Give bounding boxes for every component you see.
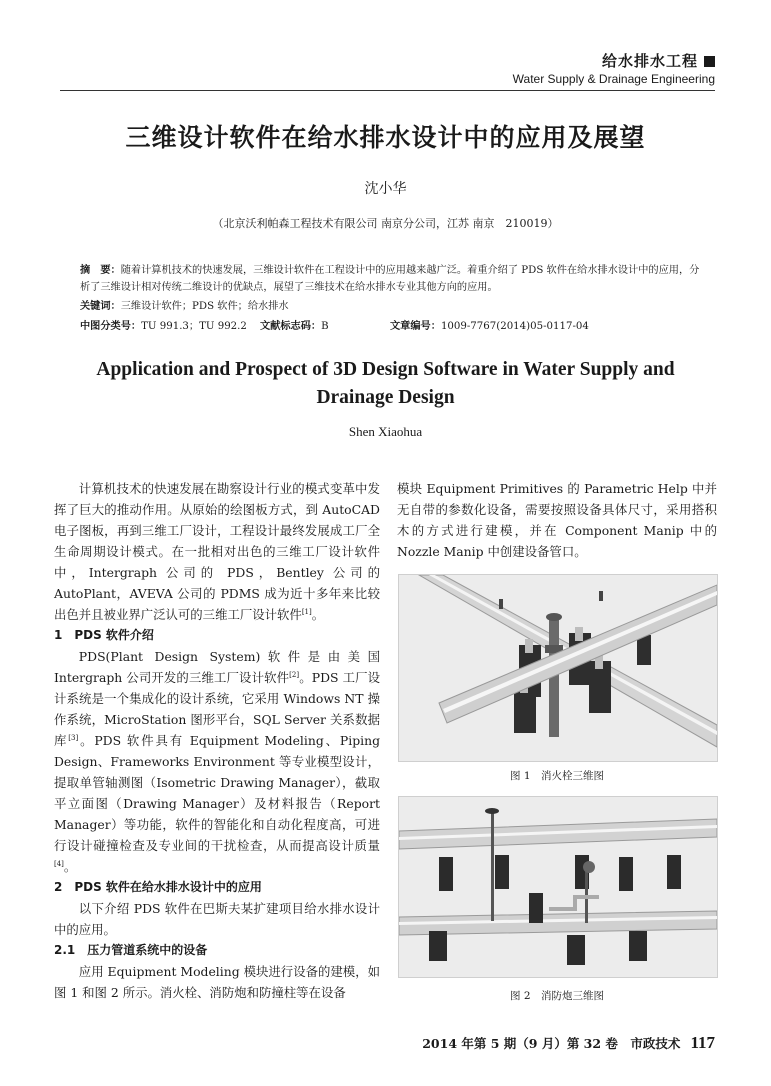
figure-1-image: [399, 575, 717, 761]
section-2-1-heading: 2.1 压力管道系统中的设备: [54, 943, 208, 957]
page-footer: [422, 1033, 715, 1053]
keywords-text: 三维设计软件；PDS 软件；给水排水: [120, 301, 289, 312]
abstract-label: 摘 要：: [80, 265, 121, 276]
figure-2-caption: 图 2 消防炮三维图: [509, 990, 605, 1002]
article-title-cn: 三维设计软件在给水排水设计中的应用及展望: [125, 123, 646, 152]
figure-1-hydrant-3d: [398, 574, 718, 762]
article-title-en: Application and Prospect of 3D Design Software in Water Supply and Drainage Design: [96, 359, 675, 408]
figure-1-caption: 图 1 消火栓三维图: [509, 770, 605, 782]
section-2-1-paragraph: 应用 Equipment Modeling 模块进行设备的建模，如图 1 和图 2 所示。消火栓、消防炮和防撞柱等在设备: [54, 964, 380, 1000]
doc-code-value: B: [321, 321, 329, 332]
section-1-text-a: PDS(Plant Design System)软件是由美国 Intergraph 公司开发的三维工厂设计软件: [54, 649, 380, 685]
section-1-text-b: 。PDS 工厂设计系统是一个集成化的设计系统，它采用 Windows NT 操作系统，MicroStation 图形平台，SQL Server 关系数据库: [54, 670, 381, 748]
citation-1: [1]: [301, 607, 312, 616]
right-column-paragraph: 模块 Equipment Primitives 的 Parametric Help 中并无自带的参数化设备，需要按照设备具体尺寸，采用搭积木的方式进行建模，并在 Component Manip 中的 Nozzle Manip 中创建设备管口。: [397, 481, 717, 559]
section-1-end: 。: [63, 859, 77, 874]
section-1-text-c: 。PDS 软件具有 Equipment Modeling、Piping Design、Frameworks Environment 等专业模型设计，提取单管轴测图（Isometric Drawing Manager），截取平立面图（Drawing Manager）及材料报告（Report Manager）等功能，软件的智能化和自动化程度高，可进行设计碰撞检查及专业间的干扰检查，从而提高设计质量: [54, 733, 381, 853]
citation-2: [2]: [289, 670, 300, 679]
left-column: [54, 478, 380, 1003]
classification-line: [80, 318, 700, 335]
doc-code-label: 文献标志码：: [260, 321, 322, 332]
issue-info: 2014 年第 5 期（9 月）第 32 卷 市政技术: [422, 1036, 681, 1051]
clc-value: TU 991.3；TU 992.2: [141, 321, 247, 332]
journal-name-cn-text: 给水排水工程: [601, 52, 698, 70]
journal-square-mark: [704, 56, 715, 67]
abstract-text: 随着计算机技术的快速发展，三维设计软件在工程设计中的应用越来越广泛。着重介绍了 PDS 软件在给水排水设计中的应用，分析了三维设计相对传统二维设计的优缺点，展望了三维技术在给水排水专业其他方向的应用。: [80, 265, 700, 293]
keywords-label: 关键词：: [80, 301, 121, 312]
section-2-paragraph: 以下介绍 PDS 软件在巴斯夫某扩建项目给水排水设计中的应用。: [54, 901, 380, 937]
right-column: [397, 478, 717, 562]
citation-3: [3]: [68, 733, 79, 742]
article-number-label: 文章编号：: [390, 321, 441, 332]
intro-paragraph: [54, 478, 380, 625]
intro-text: 计算机技术的快速发展在勘察设计行业的模式变革中发挥了巨大的推动作用。从原始的绘图板方式，到 AutoCAD 电子图板，再到三维工厂设计，工程设计最终发展成工厂全生命周期设计模式。在一批相对出色的三维工厂设计软件中，Intergraph 公司的 PDS，Bentley 公司的 AutoPlant，AVEVA 公司的 PDMS 成为近十多年来比较出色并且被业界广泛认可的三维工厂设计软件: [54, 481, 380, 622]
article-number-value: 1009-7767(2014)05-0117-04: [440, 321, 589, 332]
section-1-heading: 1 PDS 软件介绍: [54, 628, 154, 642]
keywords: [80, 298, 700, 315]
section-1-paragraph: [54, 646, 380, 877]
author-cn: 沈小华: [364, 181, 407, 197]
citation-4: [4]: [54, 859, 64, 868]
journal-name-en: Water Supply & Drainage Engineering: [512, 72, 715, 86]
intro-end: 。: [311, 607, 325, 622]
page-number: 117: [690, 1033, 715, 1052]
figure-2-monitor-3d: [398, 796, 718, 978]
section-2-heading: 2 PDS 软件在给水排水设计中的应用: [54, 880, 262, 894]
abstract: [80, 262, 700, 296]
clc-label: 中图分类号：: [80, 321, 142, 332]
journal-name-cn: [602, 50, 715, 71]
figure-2-image: [399, 797, 717, 977]
author-affiliation: （北京沃利帕森工程技术有限公司 南京分公司，江苏 南京 210019）: [212, 217, 559, 230]
author-en: Shen Xiaohua: [348, 424, 423, 439]
header-divider: [60, 90, 715, 91]
